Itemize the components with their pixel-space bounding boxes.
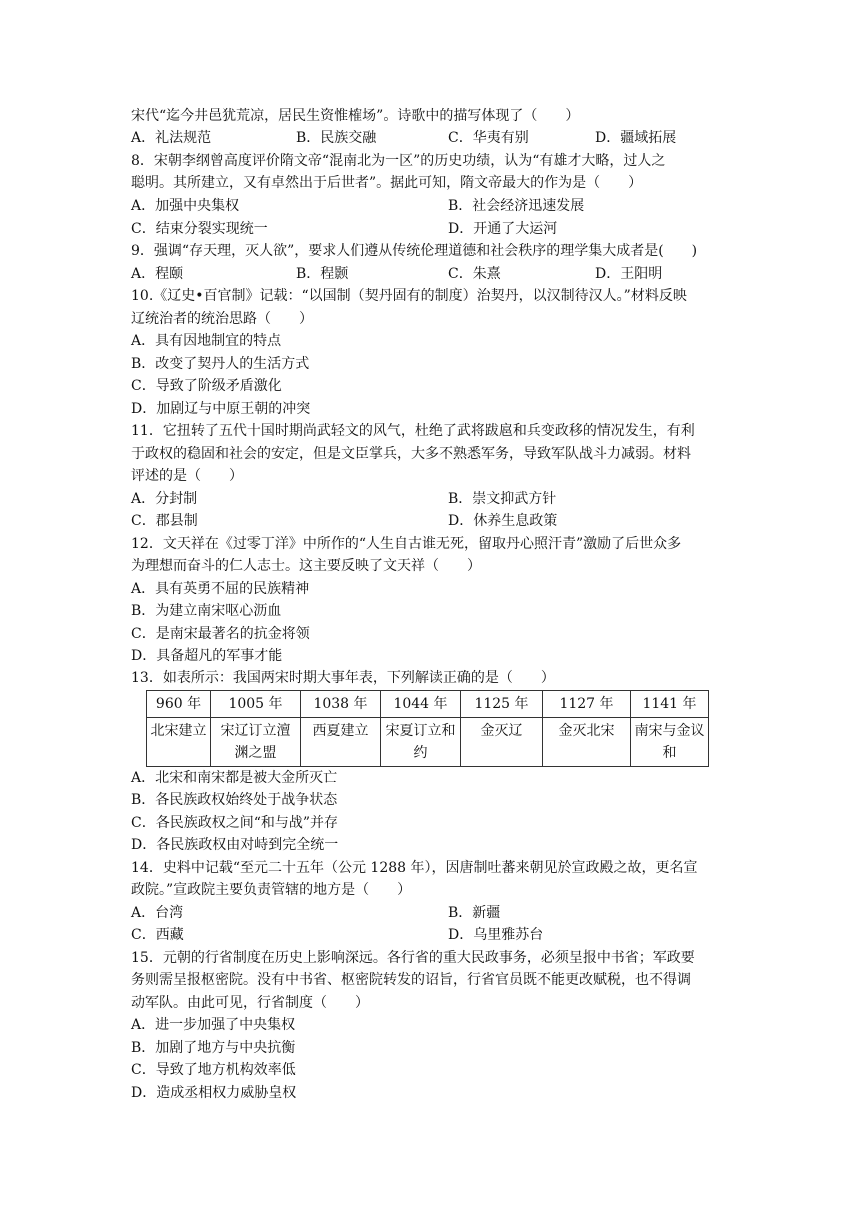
q8-option-a: A．加强中央集权 <box>131 198 240 214</box>
q8-stem-line-2: 聪明。其所建立，又有卓然出于后世者”。据此可知，隋文帝最大的作为是（ ） <box>131 175 643 191</box>
timeline-event-cell: 南宋与金议和 <box>631 718 709 767</box>
timeline-year-cell: 1005 年 <box>211 691 301 718</box>
q15-option-a: A．进一步加强了中央集权 <box>131 1017 296 1033</box>
q12-option-a: A．具有英勇不屈的民族精神 <box>131 581 310 597</box>
q12-option-b: B．为建立南宋呕心沥血 <box>131 603 282 619</box>
q11-stem-line-1: 11．它扭转了五代十国时期尚武轻文的风气，杜绝了武将跋扈和兵变政移的情况发生，有利 <box>131 423 695 439</box>
q9-option-b: B．程颢 <box>296 266 349 282</box>
q7-option-b: B．民族交融 <box>296 130 377 146</box>
timeline-year-cell: 1038 年 <box>301 691 381 718</box>
q9-stem: 9．强调“存天理，灭人欲”，要求人们遵从传统伦理道德和社会秩序的理学集大成者是( ) <box>131 243 698 259</box>
q7-stem: 宋代“迄今井邑犹荒凉，居民生资惟榷场”。诗歌中的描写体现了（ ） <box>131 108 580 124</box>
q14-stem-line-1: 14．史料中记载“至元二十五年（公元 1288 年），因唐制吐蕃来朝见於宣政殿之故，更名宣 <box>131 860 698 876</box>
q8-stem-line-1: 8．宋朝李纲曾高度评价隋文帝“混南北为一区”的历史功绩，认为“有雄才大略，过人之 <box>131 153 666 169</box>
q8-option-c: C．结束分裂实现统一 <box>131 221 268 237</box>
timeline-years-row <box>147 691 709 718</box>
q13-stem: 13．如表所示：我国两宋时期大事年表，下列解读正确的是（ ） <box>131 670 555 686</box>
timeline-event-cell: 宋辽订立澶渊之盟 <box>211 718 301 767</box>
q10-option-b: B．改变了契丹人的生活方式 <box>131 356 310 372</box>
q7-option-d: D．疆域拓展 <box>595 130 677 146</box>
q15-option-b: B．加剧了地方与中央抗衡 <box>131 1040 296 1056</box>
q14-stem-line-2: 政院。”宣政院主要负责管辖的地方是（ ） <box>131 882 412 898</box>
timeline-year-cell: 1044 年 <box>381 691 461 718</box>
q10-stem-line-2: 辽统治者的统治思路（ ） <box>131 311 313 327</box>
q15-stem-line-1: 15．元朝的行省制度在历史上影响深远。各行省的重大民政事务，必须呈报中书省；军政要 <box>131 950 695 966</box>
q10-option-a: A．具有因地制宜的特点 <box>131 333 282 349</box>
q10-option-d: D．加剧辽与中原王朝的冲突 <box>131 401 311 417</box>
q15-option-d: D．造成丞相权力威胁皇权 <box>131 1085 297 1101</box>
timeline-event-cell: 金灭北宋 <box>543 718 631 767</box>
q9-option-c: C．朱熹 <box>448 266 501 282</box>
q11-option-c: C．郡县制 <box>131 513 198 529</box>
q13-option-c: C．各民族政权之间“和与战”并存 <box>131 815 339 831</box>
q13-option-a: A．北宋和南宋都是被大金所灭亡 <box>131 770 338 786</box>
q7-option-a: A．礼法规范 <box>131 130 212 146</box>
q11-option-d: D．休养生息政策 <box>448 513 558 529</box>
q8-option-b: B．社会经济迅速发展 <box>448 198 585 214</box>
q11-option-b: B．崇文抑武方针 <box>448 491 557 507</box>
q12-option-c: C．是南宋最著名的抗金将领 <box>131 626 310 642</box>
q13-option-b: B．各民族政权始终处于战争状态 <box>131 792 338 808</box>
q10-option-c: C．导致了阶级矛盾激化 <box>131 378 282 394</box>
q14-option-c: C．西藏 <box>131 927 184 943</box>
q11-stem-line-2: 于政权的稳固和社会的安定，但是文臣掌兵，大多不熟悉军务，导致军队战斗力减弱。材料 <box>131 446 691 462</box>
q14-option-a: A．台湾 <box>131 905 184 921</box>
timeline-year-cell: 1125 年 <box>461 691 543 718</box>
q13-option-d: D．各民族政权由对峙到完全统一 <box>131 837 339 853</box>
timeline-event-cell: 金灭辽 <box>461 718 543 767</box>
timeline-year-cell: 1141 年 <box>631 691 709 718</box>
q14-option-d: D．乌里雅苏台 <box>448 927 544 943</box>
timeline-year-cell: 960 年 <box>147 691 211 718</box>
q14-option-b: B．新疆 <box>448 905 501 921</box>
timeline-events-row <box>147 718 709 767</box>
q12-option-d: D．具备超凡的军事才能 <box>131 648 283 664</box>
q11-option-a: A．分封制 <box>131 491 198 507</box>
q12-stem-line-1: 12．文天祥在《过零丁洋》中所作的“人生自古谁无死，留取丹心照汗青”激励了后世众多 <box>131 536 682 552</box>
q8-option-d: D．开通了大运河 <box>448 221 558 237</box>
timeline-year-cell: 1127 年 <box>543 691 631 718</box>
q10-stem-line-1: 10.《辽史•百官制》记载：“以国制（契丹固有的制度）治契丹，以汉制待汉人。”材料反映 <box>131 288 687 304</box>
timeline-event-cell: 宋夏订立和约 <box>381 718 461 767</box>
timeline-table <box>146 690 709 767</box>
q7-option-c: C．华夷有别 <box>448 130 529 146</box>
timeline-event-cell: 北宋建立 <box>147 718 211 767</box>
q15-stem-line-3: 动军队。由此可见，行省制度（ ） <box>131 995 369 1011</box>
q9-option-a: A．程颐 <box>131 266 184 282</box>
q9-option-d: D．王阳明 <box>595 266 663 282</box>
q15-option-c: C．导致了地方机构效率低 <box>131 1062 296 1078</box>
timeline-event-cell: 西夏建立 <box>301 718 381 767</box>
q15-stem-line-2: 务则需呈报枢密院。没有中书省、枢密院转发的诏旨，行省官员既不能更改赋税，也不得调 <box>131 972 691 988</box>
q12-stem-line-2: 为理想而奋斗的仁人志士。这主要反映了文天祥（ ） <box>131 558 481 574</box>
q11-stem-line-3: 评述的是（ ） <box>131 468 243 484</box>
